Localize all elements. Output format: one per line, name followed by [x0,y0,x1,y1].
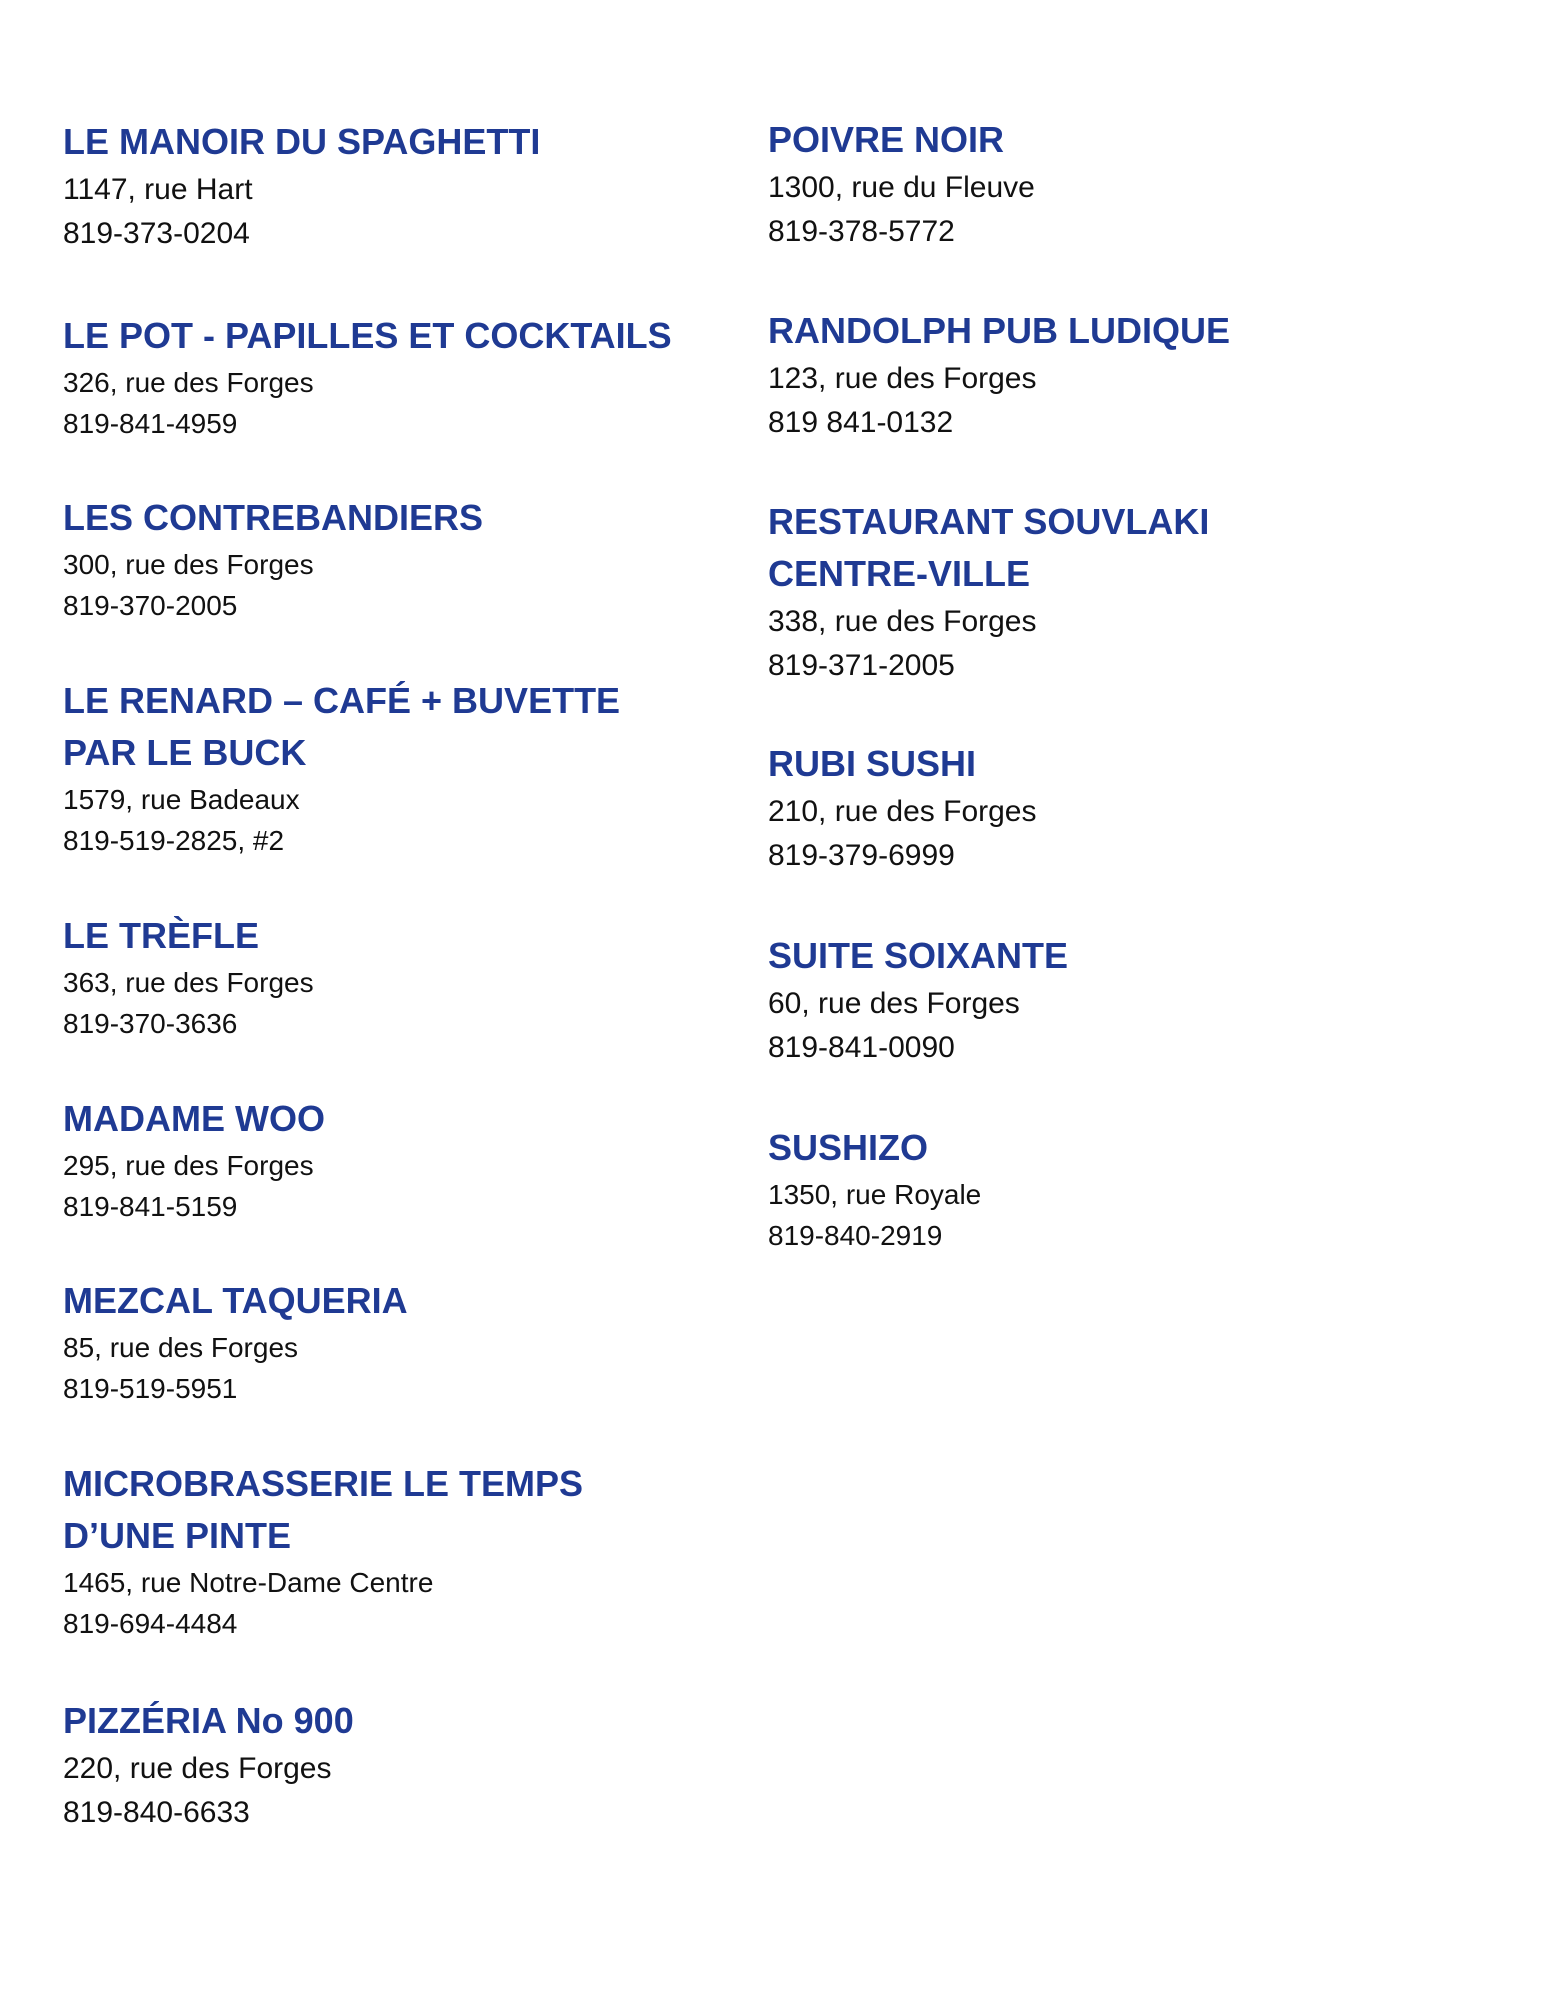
restaurant-name: LE RENARD – CAFÉ + BUVETTE [63,680,621,721]
restaurant-name-continued: CENTRE-VILLE [768,553,1031,594]
restaurant-address: 1147, rue Hart [63,173,253,206]
restaurant-entry [768,114,1448,254]
restaurant-name-continued: PAR LE BUCK [63,732,307,773]
restaurant-name: LE TRÈFLE [63,915,259,956]
restaurant-address: 338, rue des Forges [768,605,1037,638]
restaurant-phone: 819-841-4959 [63,408,238,439]
restaurant-name: PIZZÉRIA No 900 [63,1700,354,1741]
restaurant-phone: 819-694-4484 [63,1608,238,1639]
restaurant-address: 1465, rue Notre-Dame Centre [63,1567,434,1598]
restaurant-name-continued: D’UNE PINTE [63,1515,292,1556]
restaurant-name: POIVRE NOIR [768,119,1005,160]
restaurant-address: 123, rue des Forges [768,362,1037,395]
restaurant-name: RESTAURANT SOUVLAKI [768,501,1210,542]
restaurant-entry [63,910,743,1044]
restaurant-phone: 819-519-2825, #2 [63,825,285,856]
restaurant-phone: 819-370-3636 [63,1008,238,1039]
restaurant-name: SUSHIZO [768,1127,929,1168]
restaurant-entry [768,305,1448,445]
restaurant-phone: 819-371-2005 [768,649,955,682]
restaurant-entry [63,492,743,626]
restaurant-address: 60, rue des Forges [768,987,1020,1020]
restaurant-phone: 819-841-0090 [768,1031,955,1064]
restaurant-phone: 819-840-2919 [768,1220,943,1251]
restaurant-entry [768,930,1448,1070]
restaurant-phone: 819-373-0204 [63,217,250,250]
restaurant-name: LE POT - PAPILLES ET COCKTAILS [63,315,672,356]
restaurant-entry [63,116,743,256]
restaurant-address: 1300, rue du Fleuve [768,171,1035,204]
restaurant-name: RUBI SUSHI [768,743,977,784]
restaurant-name: MADAME WOO [63,1098,325,1139]
restaurant-phone: 819-379-6999 [768,839,955,872]
restaurant-name: RANDOLPH PUB LUDIQUE [768,310,1231,351]
restaurant-phone: 819-841-5159 [63,1191,238,1222]
restaurant-address: 363, rue des Forges [63,967,314,998]
restaurant-entry [768,738,1448,878]
restaurant-entry [768,496,1448,688]
restaurant-address: 210, rue des Forges [768,795,1037,828]
restaurant-phone: 819-840-6633 [63,1796,250,1829]
restaurant-entry [63,1458,743,1644]
restaurant-phone: 819-519-5951 [63,1373,238,1404]
restaurant-phone: 819-378-5772 [768,215,955,248]
restaurant-address: 1579, rue Badeaux [63,784,300,815]
restaurant-address: 1350, rue Royale [768,1179,982,1210]
restaurant-phone: 819-370-2005 [63,590,238,621]
restaurant-address: 295, rue des Forges [63,1150,314,1181]
restaurant-address: 300, rue des Forges [63,549,314,580]
restaurant-name: SUITE SOIXANTE [768,935,1069,976]
restaurant-name: MICROBRASSERIE LE TEMPS [63,1463,584,1504]
restaurant-name: LE MANOIR DU SPAGHETTI [63,121,541,162]
restaurant-entry [63,1695,743,1835]
restaurant-name: MEZCAL TAQUERIA [63,1280,408,1321]
restaurant-entry [63,1093,743,1227]
restaurant-address: 85, rue des Forges [63,1332,299,1363]
restaurant-name: LES CONTREBANDIERS [63,497,484,538]
restaurant-phone: 819 841-0132 [768,406,954,439]
restaurant-address: 326, rue des Forges [63,367,314,398]
restaurant-entry [63,1275,743,1409]
restaurant-entry [768,1122,1448,1256]
restaurant-address: 220, rue des Forges [63,1752,332,1785]
restaurant-entry [63,675,743,861]
restaurant-entry [63,310,743,444]
